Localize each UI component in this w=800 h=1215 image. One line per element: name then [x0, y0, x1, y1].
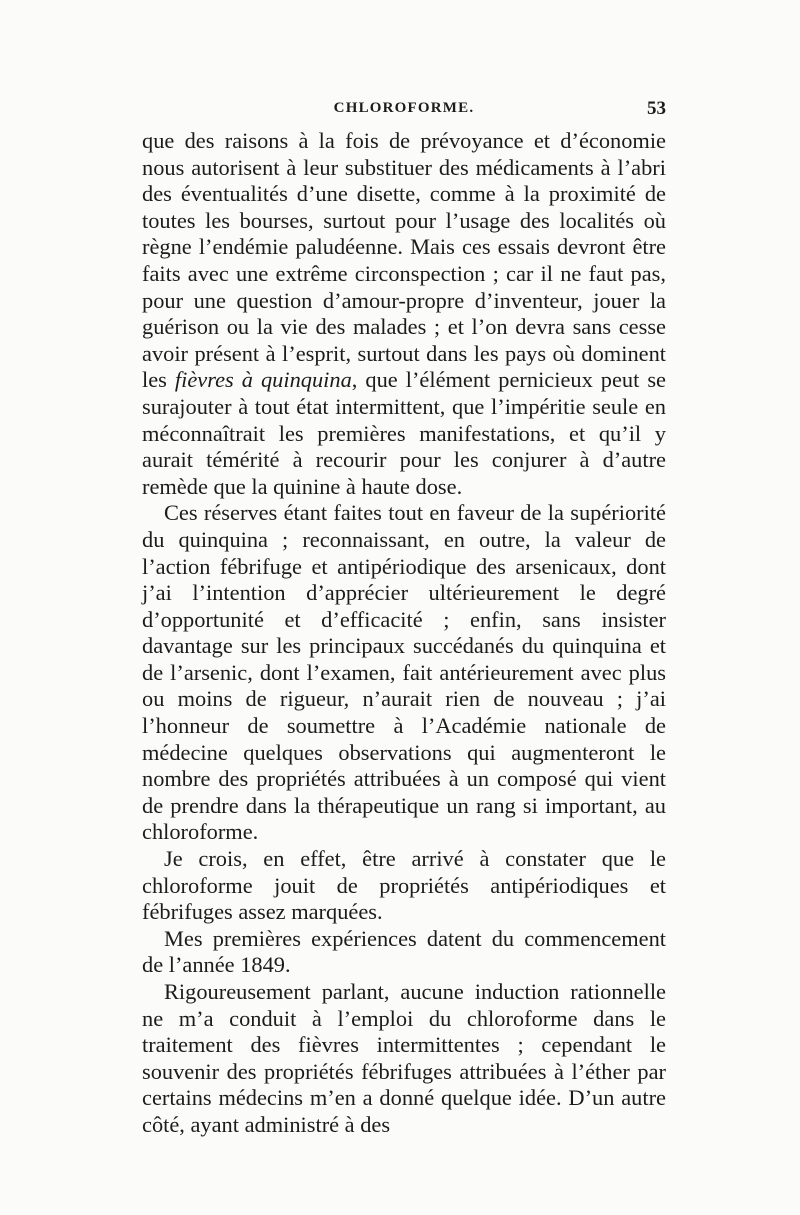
body-text: [142, 128, 666, 1139]
running-title: CHLOROFORME.: [333, 100, 475, 116]
paragraph: Rigoureusement parlant, aucune induction rationnelle ne m’a conduit à l’emploi du chloroforme dans le traitement des fièvres intermittentes ; cependant le souvenir des propriétés fébrifuges attribuées à l’éther par certains médecins m’en a donné quelque idée. D’un autre côté, ayant administré à des: [142, 979, 666, 1137]
paragraph-text: que des raisons à la fois de prévoyance et d’économie nous autorisent à leur substituer des médicaments à l’abri des éventualités d’une disette, comme à la proximité de toutes les bourses, surtout pour l’usage des localités où règne l’endémie paludéenne. Mais ces essais devront être faits avec une extrême circonspection ; car il ne faut pas, pour une question d’amour-propre d’inventeur, jouer la guérison ou la vie des malades ; et l’on devra sans cesse avoir présent à l’esprit, surtout dans les pays où dominent les: [142, 128, 666, 393]
paragraph-text: , que l’élément pernicieux peut se surajouter à tout état intermittent, que l’impéritie seule en méconnaîtrait les premières manifestations, et qu’il y aurait témérité à recourir pour les conjurer à d’autre remède que la quinine à haute dose.: [142, 367, 666, 499]
italic-phrase: fièvres à quinquina: [174, 367, 352, 393]
paragraph-continued: [142, 128, 666, 500]
running-head: [142, 100, 666, 124]
paragraph: Ces réserves étant faites tout en faveur de la supériorité du quinquina ; reconnaissant, en outre, la valeur de l’action fébrifuge et antipériodique des arsenicaux, dont j’ai l’intention d’apprécier ultérieurement le degré d’opportunité et d’efficacité ; enfin, sans insister davantage sur les principaux succédanés du quinquina et de l’arsenic, dont l’examen, fait antérieurement avec plus ou moins de rigueur, n’aurait rien de nouveau ; j’ai l’honneur de soumettre à l’Académie nationale de médecine quelques observations qui augmenteront le nombre des propriétés attribuées à un composé qui vient de prendre dans la thérapeutique un rang si important, au chloroforme.: [142, 500, 666, 845]
page-number: 53: [647, 98, 666, 119]
paragraph: Mes premières expériences datent du commencement de l’année 1849.: [142, 925, 666, 978]
paragraph: Je crois, en effet, être arrivé à constater que le chloroforme jouit de propriétés antipériodiques et fébrifuges assez marquées.: [142, 846, 666, 925]
